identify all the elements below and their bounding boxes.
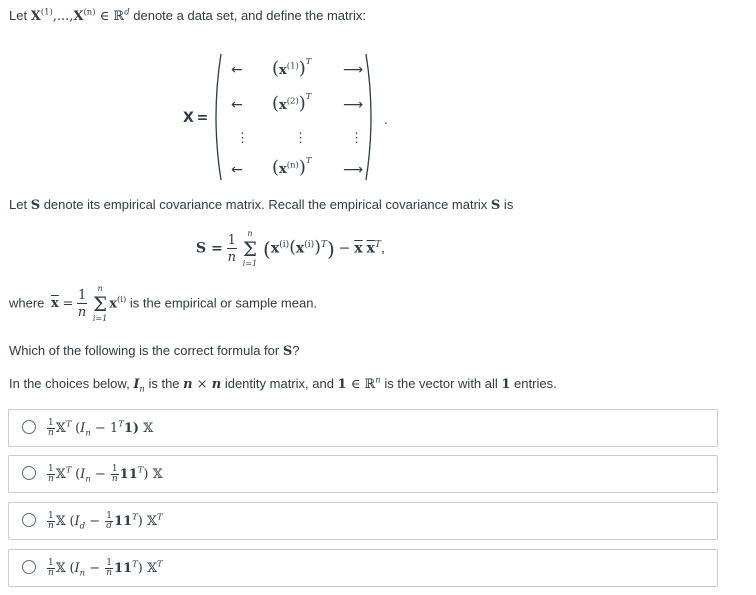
question-text: Which of the following is the correct formula for S? [9,343,300,359]
matrix-lhs: X = [183,110,208,126]
radio-button[interactable] [22,560,36,574]
radio-button[interactable] [22,466,36,480]
matrix-row-2-right-arrow: ⟶ [343,97,364,113]
matrix-row-n-vector: $(x^{(n)})^T$ [272,155,312,178]
mean-sentence: where $\overline{x}$ = $\frac{1}{n}$ n Σ i=1 $x^{(i)}$ is the empirical or sample mean. [9,284,318,323]
radio-button[interactable] [22,513,36,527]
choice-formula: $\frac{1}{n}$ 𝕏 ($I_n$ − $\frac{1}{n}$ $11^T$) 𝕏$^T$ [47,558,163,578]
intro-line: Let $X^{(1)},...,X^{(n)}$ ∈ ℝ$^d$ denote a data set, and define the matrix: [9,6,366,24]
matrix-row-n: ← [231,162,243,178]
choice-option-4[interactable] [8,549,718,587]
matrix-row-1-right-arrow: ⟶ [343,62,364,78]
choice-formula: $\frac{1}{n}$ 𝕏$^T$ $(I_n - 1^T1)$ 𝕏 [47,418,154,438]
matrix-row-1: ← [231,62,243,78]
choice-option-2[interactable] [8,455,718,493]
matrix-vdots-mid: ⋮ [294,131,307,146]
choice-option-3[interactable] [8,502,718,540]
radio-button[interactable] [22,420,36,434]
matrix-vdots-left: ⋮ [236,131,249,146]
matrix-right-paren [364,52,378,182]
matrix-period: . [384,112,388,127]
matrix-vdots-right: ⋮ [350,131,363,146]
choice-formula: $\frac{1}{n}$ 𝕏$^T$ ($I_n$ − $\frac{1}{n}$ $11^T$) 𝕏 [47,464,163,484]
matrix-left-paren [209,52,223,182]
matrix-row-n-right-arrow: ⟶ [343,162,364,178]
matrix-row-2-vector: $(x^{(2)})^T$ [272,91,312,114]
matrix-row-1-vector: $(x^{(1)})^T$ [272,56,312,79]
matrix-row-2: ← [231,97,243,113]
choice-formula: $\frac{1}{n}$ 𝕏 ($I_d$ − $\frac{1}{d}$ $11^T$) 𝕏$^T$ [47,511,163,531]
choices-note: In the choices below, $I_n$ is the n × n identity matrix, and 1 ∈ ℝ$^n$ is the vector with all 1 entries. [9,374,557,394]
covariance-formula: S = $\frac{1}{n}$ n Σ i=1 $(x^{(i)}(x^{(i)})^T) - \overline{x}$ $\overline{x}^T$, [196,229,385,268]
choice-option-1[interactable] [8,409,718,447]
covariance-sentence: Let S denote its empirical covariance matrix. Recall the empirical covariance matrix S is [9,197,514,213]
